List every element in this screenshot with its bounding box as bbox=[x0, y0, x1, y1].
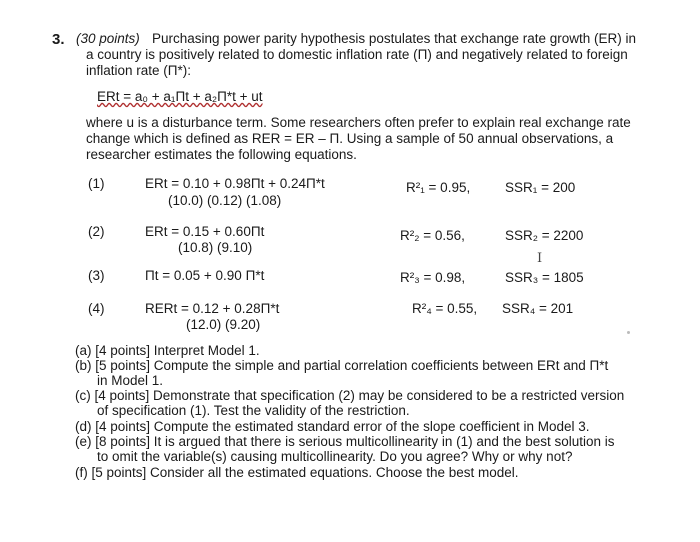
model-r2: R²₁ = 0.95, bbox=[406, 180, 471, 195]
body-line-2: change which is defined as RER = ER – Π. Using a sample of 50 annual observations, a bbox=[86, 131, 614, 146]
body-line-1: where u is a disturbance term. Some researchers often prefer to explain real exchange rate bbox=[86, 115, 631, 130]
part-c-cont: of specification (1). Test the validity of the restriction. bbox=[97, 403, 410, 418]
model-r2: R²₄ = 0.55, bbox=[412, 301, 478, 316]
model-equation: Πt = 0.05 + 0.90 Π*t bbox=[145, 268, 265, 283]
model-tstats: (12.0) (9.20) bbox=[186, 317, 261, 332]
question-number: 3. bbox=[52, 31, 65, 48]
model-tstats: (10.0) (0.12) (1.08) bbox=[168, 193, 282, 208]
model-equation: RERt = 0.12 + 0.28Π*t bbox=[145, 301, 280, 316]
intro-line-2: a country is positively related to domestic inflation rate (Π) and negatively related to foreign bbox=[86, 47, 628, 62]
model-ssr: SSR₂ = 2200 bbox=[505, 228, 584, 243]
part-b-cont: in Model 1. bbox=[97, 373, 164, 388]
model-equation: ERt = 0.15 + 0.60Πt bbox=[145, 224, 265, 239]
part-f: (f) [5 points] Consider all the estimated equations. Choose the best model. bbox=[75, 465, 519, 480]
model-label: (3) bbox=[88, 268, 105, 283]
intro-line-3: inflation rate (Π*): bbox=[86, 63, 192, 78]
part-e-cont: to omit the variable(s) causing multicollinearity. Do you agree? Why or why not? bbox=[97, 449, 573, 464]
part-e: (e) [8 points] It is argued that there is serious multicollinearity in (1) and the best solution is bbox=[75, 434, 615, 449]
part-b: (b) [5 points] Compute the simple and partial correlation coefficients between ERt and Π*t bbox=[75, 358, 609, 373]
main-equation: ERt = a₀ + a₁Πt + a₂Π*t + ut bbox=[97, 89, 263, 104]
model-ssr: SSR₄ = 201 bbox=[502, 301, 574, 316]
intro-line-1: Purchasing power parity hypothesis postulates that exchange rate growth (ER) in bbox=[152, 31, 637, 46]
model-ssr: SSR₃ = 1805 bbox=[505, 270, 584, 285]
model-label: (2) bbox=[88, 224, 105, 239]
model-tstats: (10.8) (9.10) bbox=[178, 240, 253, 255]
text-cursor-icon: I bbox=[537, 251, 543, 266]
scan-speck bbox=[627, 331, 630, 334]
model-equation: ERt = 0.10 + 0.98Πt + 0.24Π*t bbox=[145, 176, 325, 191]
question-points: (30 points) bbox=[76, 31, 140, 46]
part-a: (a) [4 points] Interpret Model 1. bbox=[75, 343, 260, 358]
part-d: (d) [4 points] Compute the estimated standard error of the slope coefficient in Model 3. bbox=[75, 419, 590, 434]
model-r2: R²₂ = 0.56, bbox=[400, 228, 465, 243]
model-ssr: SSR₁ = 200 bbox=[505, 180, 576, 195]
body-line-3: researcher estimates the following equations. bbox=[86, 147, 357, 162]
model-r2: R²₃ = 0.98, bbox=[400, 270, 466, 285]
model-label: (1) bbox=[88, 176, 105, 191]
part-c: (c) [4 points] Demonstrate that specification (2) may be considered to be a restricted version bbox=[75, 388, 625, 403]
model-label: (4) bbox=[88, 301, 105, 316]
